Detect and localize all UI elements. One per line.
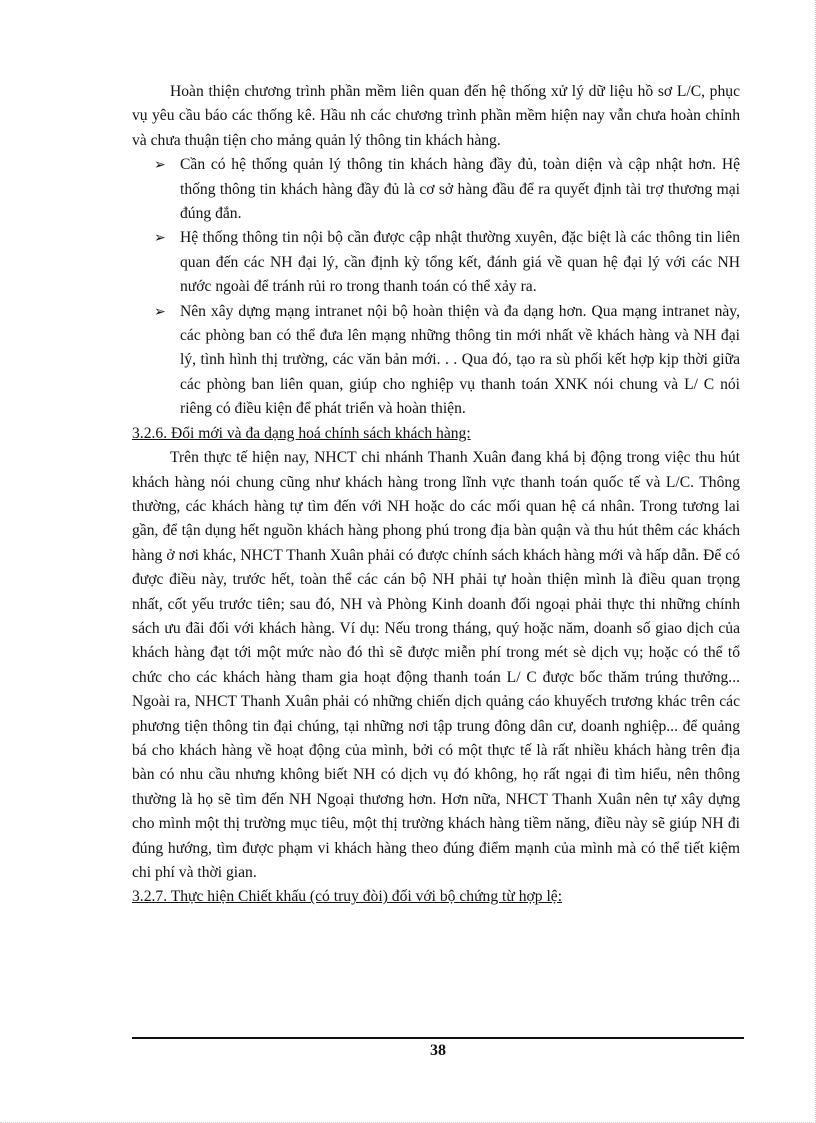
section-paragraph-3-2-6: Trên thực tế hiện nay, NHCT chi nhánh Thanh Xuân đang khá bị động trong việc thu hút khách hàng nói chung cũng như khách hàng trong lĩnh vực thanh toán quốc tế và L/C. Thông thường, các khách hàng tự tìm đến với NH hoặc do các mối quan hệ cá nhân. Trong tương lai gần, để tận dụng hết nguồn khách hàng phong phú trong địa bàn quận và thu hút thêm các khách hàng ở nơi khác, NHCT Thanh Xuân phải có được chính sách khách hàng mới và hấp dẫn. Để có được điều này, trước hết, toàn thể các cán bộ NH phải tự hoàn thiện mình là điều quan trọng nhất, cốt yếu trước tiên; sau đó, NH và Phòng Kinh doanh đối ngoại phải thực thi những chính sách ưu đãi đối với khách hàng. Ví dụ: Nếu trong tháng, quý hoặc năm, doanh số giao dịch của khách hàng đạt tới một mức nào đó thì sẽ được miễn phí trong mét sè dịch vụ; hoặc có thể tổ chức cho các khách hàng tham gia hoạt động thanh toán L/ C được bốc thăm trúng thưởng... Ngoài ra, NHCT Thanh Xuân phải có những chiến dịch quảng cáo khuyếch trương khác trên các phương tiện thông tin đại chúng, tại những nơi tập trung đông dân cư, doanh nghiệp... để quảng bá cho khách hàng về hoạt động của mình, bởi có một thực tế là rất nhiều khách hàng trên địa bàn có nhu cầu nhưng không biết NH có dịch vụ đó không, họ rất ngại đi tìm hiểu, nên thông thường là họ sẽ tìm đến NH Ngoại thương hơn. Hơn nữa, NHCT Thanh Xuân nên tự xây dựng cho mình một thị trường mục tiêu, một thị trường khách hàng tiềm năng, điều này sẽ giúp NH đi đúng hướng, tìm được phạm vi khách hàng theo đúng điểm mạnh của mình mà có thể tiết kiệm chi phí và thời gian. [132,449,740,881]
footer-rule [132,1037,744,1039]
intro-paragraph: Hoàn thiện chương trình phần mềm liên quan đến hệ thống xử lý dữ liệu hồ sơ L/C, phục vụ yêu cầu báo các thống kê. Hầu nh các chương trình phần mềm hiện nay vẫn chưa hoàn chỉnh và chưa thuận tiện cho mảng quản lý thông tin khách hàng. [132,83,740,149]
arrow-bullet-icon: ➢ [154,230,166,247]
bullet-item [154,226,740,299]
section-heading-3-2-7: 3.2.7. Thực hiện Chiết khấu (có truy đòi) đối với bộ chứng từ hợp lệ: [132,888,563,906]
bullet-item [154,300,740,422]
bullet-list [132,153,740,421]
bullet-item [154,153,740,226]
page-number: 38 [430,1042,446,1059]
bullet-text: Cần có hệ thống quản lý thông tin khách hàng đầy đủ, toàn diện và cập nhật hơn. Hệ thống thông tin khách hàng đầy đủ là cơ sở hàng đầu để ra quyết định tài trợ thương mại đúng đắn. [180,156,740,223]
page-body [132,80,740,910]
arrow-bullet-icon: ➢ [154,303,166,320]
bullet-text: Nên xây dựng mạng intranet nội bộ hoàn thiện và đa dạng hơn. Qua mạng intranet này, các phòng ban có thể đưa lên mạng những thông tin mới nhất về khách hàng và NH đại lý, tình hình thị trường, các văn bản mới. . . Qua đó, tạo ra sù phối kết hợp kịp thời giữa các phòng ban liên quan, giúp cho nghiệp vụ thanh toán XNK nói chung và L/ C nói riêng có điều kiện để phát triển và hoàn thiện. [180,302,740,418]
arrow-bullet-icon: ➢ [154,157,166,174]
bullet-text: Hệ thống thông tin nội bộ cần được cập nhật thường xuyên, đặc biệt là các thông tin liên quan đến các NH đại lý, cần định kỳ tổng kết, đánh giá về quan hệ đại lý với các NH nước ngoài để tránh rủi ro trong thanh toán có thể xảy ra. [180,229,740,296]
section-heading-3-2-6: 3.2.6. Đổi mới và đa dạng hoá chính sách khách hàng: [132,424,471,442]
